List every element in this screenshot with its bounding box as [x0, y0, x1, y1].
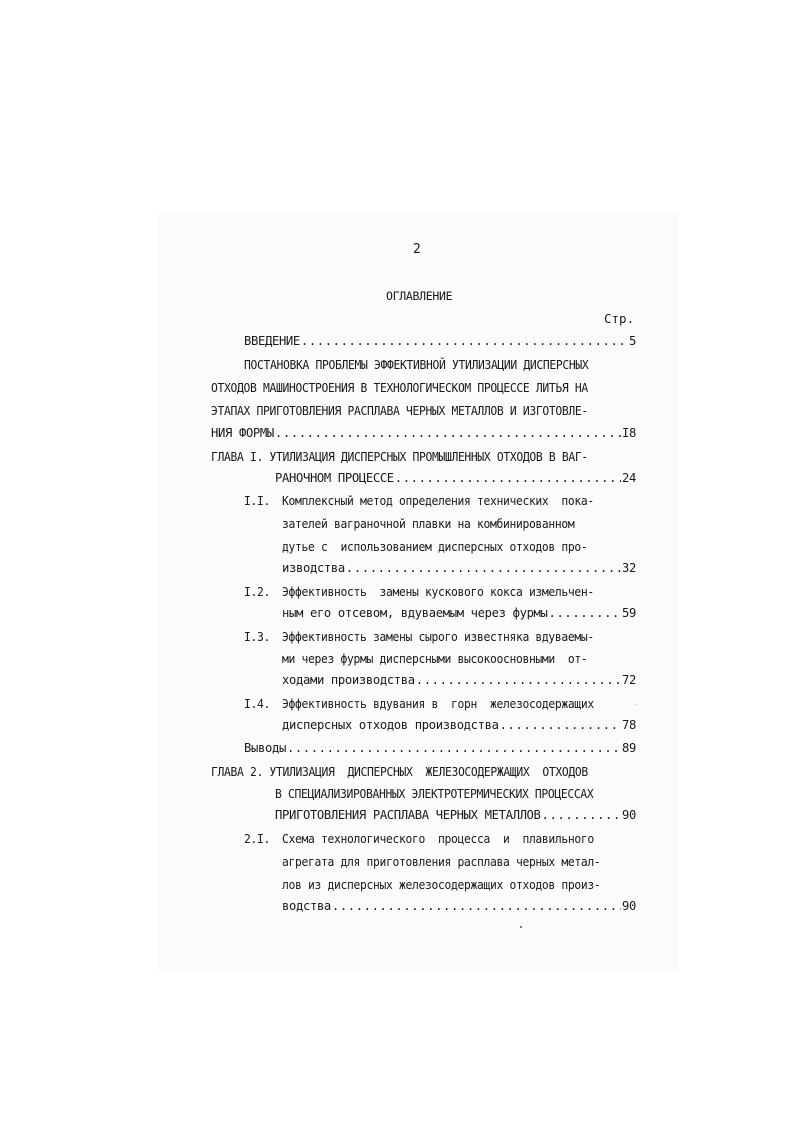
- scan-speck: [520, 926, 522, 928]
- toc-entry-text-line: Схема технологического процесса и плавильного: [282, 832, 594, 846]
- toc-page-number: 5: [629, 334, 636, 348]
- leader-dots: [549, 606, 621, 620]
- toc-entry-text-line: зателей ваграночной плавки на комбинированном: [282, 517, 575, 531]
- toc-entry-text-line: ми через фурмы дисперсными высокоосновными от-: [282, 652, 588, 666]
- toc-page-number: 32: [622, 561, 636, 575]
- toc-entry-text-line: ОТХОДОВ МАШИНОСТРОЕНИЯ В ТЕХНОЛОГИЧЕСКОМ ПРОЦЕССЕ ЛИТЬЯ НА: [211, 381, 588, 395]
- toc-entry-text-line: Эффективность замены кускового кокса измельчен-: [282, 585, 594, 599]
- toc-entry-label: ным его отсевом, вдуваемым через фурмы: [282, 606, 548, 620]
- section-number: I.3.: [244, 630, 270, 644]
- toc-entry-text-line: ЭТАПАХ ПРИГОТОВЛЕНИЯ РАСПЛАВА ЧЕРНЫХ МЕТАЛЛОВ И ИЗГОТОВЛЕ-: [211, 404, 588, 418]
- toc-entry-label: изводства: [282, 561, 345, 575]
- toc-page-number: 78: [622, 718, 636, 732]
- toc-entry-label: Выводы: [244, 741, 286, 755]
- toc-entry-text-line: агрегата для приготовления расплава черных метал-: [282, 855, 601, 869]
- toc-entry-text-line: ГЛАВА 2. УТИЛИЗАЦИЯ ДИСПЕРСНЫХ ЖЕЛЕЗОСОДЕРЖАЩИХ ОТХОДОВ: [211, 765, 588, 779]
- page-number: 2: [413, 242, 421, 257]
- toc-entry-intro[interactable]: [244, 334, 636, 350]
- section-number: 2.I.: [244, 832, 270, 846]
- toc-entry-label: ПРИГОТОВЛЕНИЯ РАСПЛАВА ЧЕРНЫХ МЕТАЛЛОВ: [275, 808, 541, 822]
- leader-dots: [416, 673, 621, 687]
- toc-entry-text-line: Комплексный метод определения технических пока-: [282, 494, 594, 508]
- scan-speck: [636, 704, 637, 705]
- toc-title: ОГЛАВЛЕНИЕ: [386, 289, 453, 303]
- toc-entry-text-line: В СПЕЦИАЛИЗИРОВАННЫХ ЭЛЕКТРОТЕРМИЧЕСКИХ ПРОЦЕССАХ: [275, 787, 594, 801]
- section-number: I.4.: [244, 697, 270, 711]
- toc-entry-label: ходами производства: [282, 673, 415, 687]
- toc-entry-conclusions[interactable]: [244, 741, 636, 757]
- toc-page-number: 72: [622, 673, 636, 687]
- toc-entry-text-line: Эффективность замены сырого известняка вдуваемы-: [282, 630, 594, 644]
- toc-entry-text-line: дутье с использованием дисперсных отходов про-: [282, 540, 588, 554]
- toc-page-number: I8: [622, 426, 636, 440]
- toc-entry-label: РАНОЧНОМ ПРОЦЕССЕ: [275, 471, 394, 485]
- leader-dots: [275, 426, 621, 440]
- toc-entry-label: водства: [282, 899, 331, 913]
- toc-entry-text-line: ПОСТАНОВКА ПРОБЛЕМЫ ЭФФЕКТИВНОЙ УТИЛИЗАЦИИ ДИСПЕРСНЫХ: [244, 358, 589, 372]
- toc-entry-text-line: Эффективность вдувания в горн железосодержащих: [282, 697, 594, 711]
- toc-entry-label: НИЯ ФОРМЫ: [211, 426, 274, 440]
- leader-dots: [301, 334, 628, 348]
- toc-page-number: 90: [622, 808, 636, 822]
- leader-dots: [346, 561, 621, 575]
- leader-dots: [395, 471, 621, 485]
- leader-dots: [287, 741, 621, 755]
- toc-entry-text-line: лов из дисперсных железосодержащих отходов произ-: [282, 878, 601, 892]
- page-column-header: Стр.: [604, 311, 635, 326]
- toc-page-number: 24: [622, 471, 636, 485]
- section-number: I.2.: [244, 585, 270, 599]
- leader-dots: [500, 718, 621, 732]
- toc-entry-label: дисперсных отходов производства: [282, 718, 499, 732]
- toc-entry-label: ВВЕДЕНИЕ: [244, 334, 300, 348]
- toc-page-number: 59: [622, 606, 636, 620]
- leader-dots: [542, 808, 621, 822]
- section-number: I.I.: [244, 494, 270, 508]
- leader-dots: [332, 899, 621, 913]
- toc-page-number: 90: [622, 899, 636, 913]
- toc-page-number: 89: [622, 741, 636, 755]
- toc-entry-text-line: ГЛАВА I. УТИЛИЗАЦИЯ ДИСПЕРСНЫХ ПРОМЫШЛЕННЫХ ОТХОДОВ В ВАГ-: [211, 450, 588, 464]
